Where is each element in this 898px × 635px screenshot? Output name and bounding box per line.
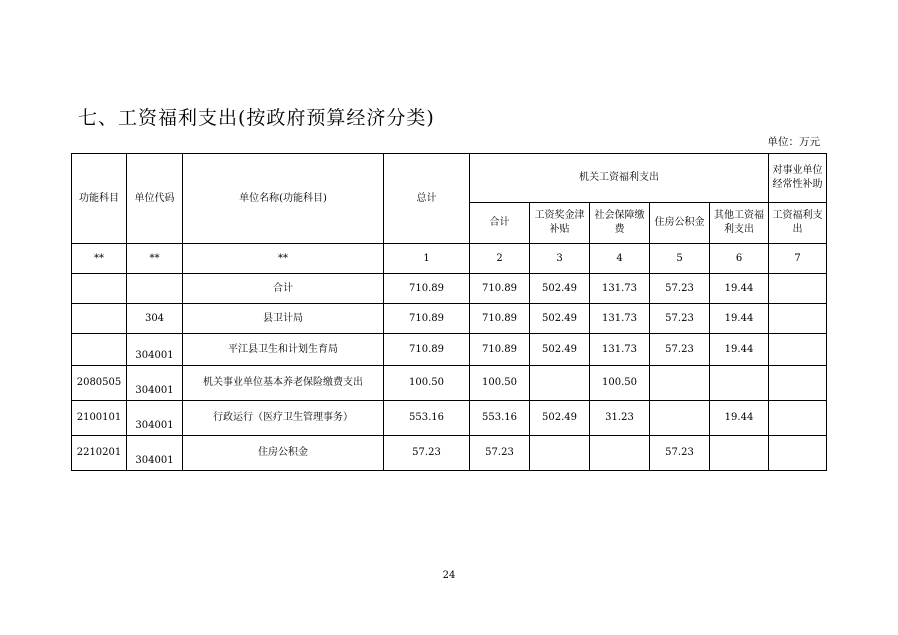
cell-total: 553.16 — [384, 401, 470, 436]
cell-salary: 502.49 — [530, 334, 590, 366]
cell-sub-total: 553.16 — [470, 401, 530, 436]
cell-total: 710.89 — [384, 334, 470, 366]
cell-housing: 57.23 — [650, 436, 710, 471]
cell-name: 机关事业单位基本养老保险缴费支出 — [183, 366, 384, 401]
cell-salary: 502.49 — [530, 401, 590, 436]
header-func-subject: 功能科目 — [72, 154, 127, 244]
table-row — [72, 334, 827, 366]
cell-func — [72, 274, 127, 304]
index-cell: 7 — [769, 244, 827, 274]
cell-ent — [769, 401, 827, 436]
index-cell: 4 — [590, 244, 650, 274]
cell-code — [127, 274, 183, 304]
cell-housing — [650, 366, 710, 401]
cell-ent — [769, 366, 827, 401]
cell-other — [710, 366, 769, 401]
cell-other: 19.44 — [710, 334, 769, 366]
cell-social: 100.50 — [590, 366, 650, 401]
cell-name: 住房公积金 — [183, 436, 384, 471]
cell-ent — [769, 304, 827, 334]
cell-name: 行政运行（医疗卫生管理事务） — [183, 401, 384, 436]
cell-salary — [530, 436, 590, 471]
cell-code: 304001 — [127, 401, 183, 436]
cell-sub-total: 710.89 — [470, 274, 530, 304]
cell-total: 57.23 — [384, 436, 470, 471]
cell-code: 304001 — [127, 366, 183, 401]
index-cell: ** — [183, 244, 384, 274]
header-housing: 住房公积金 — [650, 203, 710, 244]
cell-housing: 57.23 — [650, 334, 710, 366]
cell-social: 131.73 — [590, 334, 650, 366]
cell-housing: 57.23 — [650, 304, 710, 334]
cell-housing: 57.23 — [650, 274, 710, 304]
cell-func — [72, 304, 127, 334]
cell-social — [590, 436, 650, 471]
index-cell: 5 — [650, 244, 710, 274]
page-number: 24 — [442, 570, 456, 581]
cell-other: 19.44 — [710, 304, 769, 334]
header-other: 其他工资福利支出 — [710, 203, 769, 244]
cell-sub-total: 710.89 — [470, 334, 530, 366]
header-enterprise-group: 对事业单位经常性补助 — [769, 154, 827, 203]
cell-code: 304 — [127, 304, 183, 334]
header-total: 总计 — [384, 154, 470, 244]
cell-name: 县卫计局 — [183, 304, 384, 334]
header-sub-total: 合计 — [470, 203, 530, 244]
cell-housing — [650, 401, 710, 436]
table-row — [72, 366, 827, 401]
cell-func: 2100101 — [72, 401, 127, 436]
cell-total: 710.89 — [384, 304, 470, 334]
unit-label: 单位：万元 — [767, 136, 820, 148]
header-unit-code: 单位代码 — [127, 154, 183, 244]
index-cell: 2 — [470, 244, 530, 274]
cell-sub-total: 710.89 — [470, 304, 530, 334]
header-social: 社会保障缴费 — [590, 203, 650, 244]
cell-func: 2080505 — [72, 366, 127, 401]
cell-other — [710, 436, 769, 471]
table-row — [72, 274, 827, 304]
cell-salary — [530, 366, 590, 401]
cell-code: 304001 — [127, 334, 183, 366]
cell-code: 304001 — [127, 436, 183, 471]
cell-sub-total: 57.23 — [470, 436, 530, 471]
cell-name: 合计 — [183, 274, 384, 304]
cell-other: 19.44 — [710, 274, 769, 304]
wage-welfare-table — [71, 153, 827, 471]
index-cell: 3 — [530, 244, 590, 274]
cell-sub-total: 100.50 — [470, 366, 530, 401]
cell-salary: 502.49 — [530, 304, 590, 334]
table-row — [72, 401, 827, 436]
cell-salary: 502.49 — [530, 274, 590, 304]
cell-social: 131.73 — [590, 274, 650, 304]
header-salary: 工资奖金津补贴 — [530, 203, 590, 244]
index-cell: 6 — [710, 244, 769, 274]
header-enterprise-salary: 工资福利支出 — [769, 203, 827, 244]
cell-ent — [769, 274, 827, 304]
cell-func — [72, 334, 127, 366]
cell-social: 131.73 — [590, 304, 650, 334]
header-unit-name: 单位名称(功能科目) — [183, 154, 384, 244]
index-row — [72, 244, 827, 274]
cell-ent — [769, 436, 827, 471]
index-cell: 1 — [384, 244, 470, 274]
cell-social: 31.23 — [590, 401, 650, 436]
cell-func: 2210201 — [72, 436, 127, 471]
index-cell: ** — [127, 244, 183, 274]
cell-total: 100.50 — [384, 366, 470, 401]
table-row — [72, 304, 827, 334]
page-title: 七、工资福利支出(按政府预算经济分类) — [78, 107, 435, 129]
table-row — [72, 436, 827, 471]
cell-total: 710.89 — [384, 274, 470, 304]
header-org-group: 机关工资福利支出 — [470, 154, 769, 203]
cell-ent — [769, 334, 827, 366]
cell-other: 19.44 — [710, 401, 769, 436]
index-cell: ** — [72, 244, 127, 274]
cell-name: 平江县卫生和计划生育局 — [183, 334, 384, 366]
